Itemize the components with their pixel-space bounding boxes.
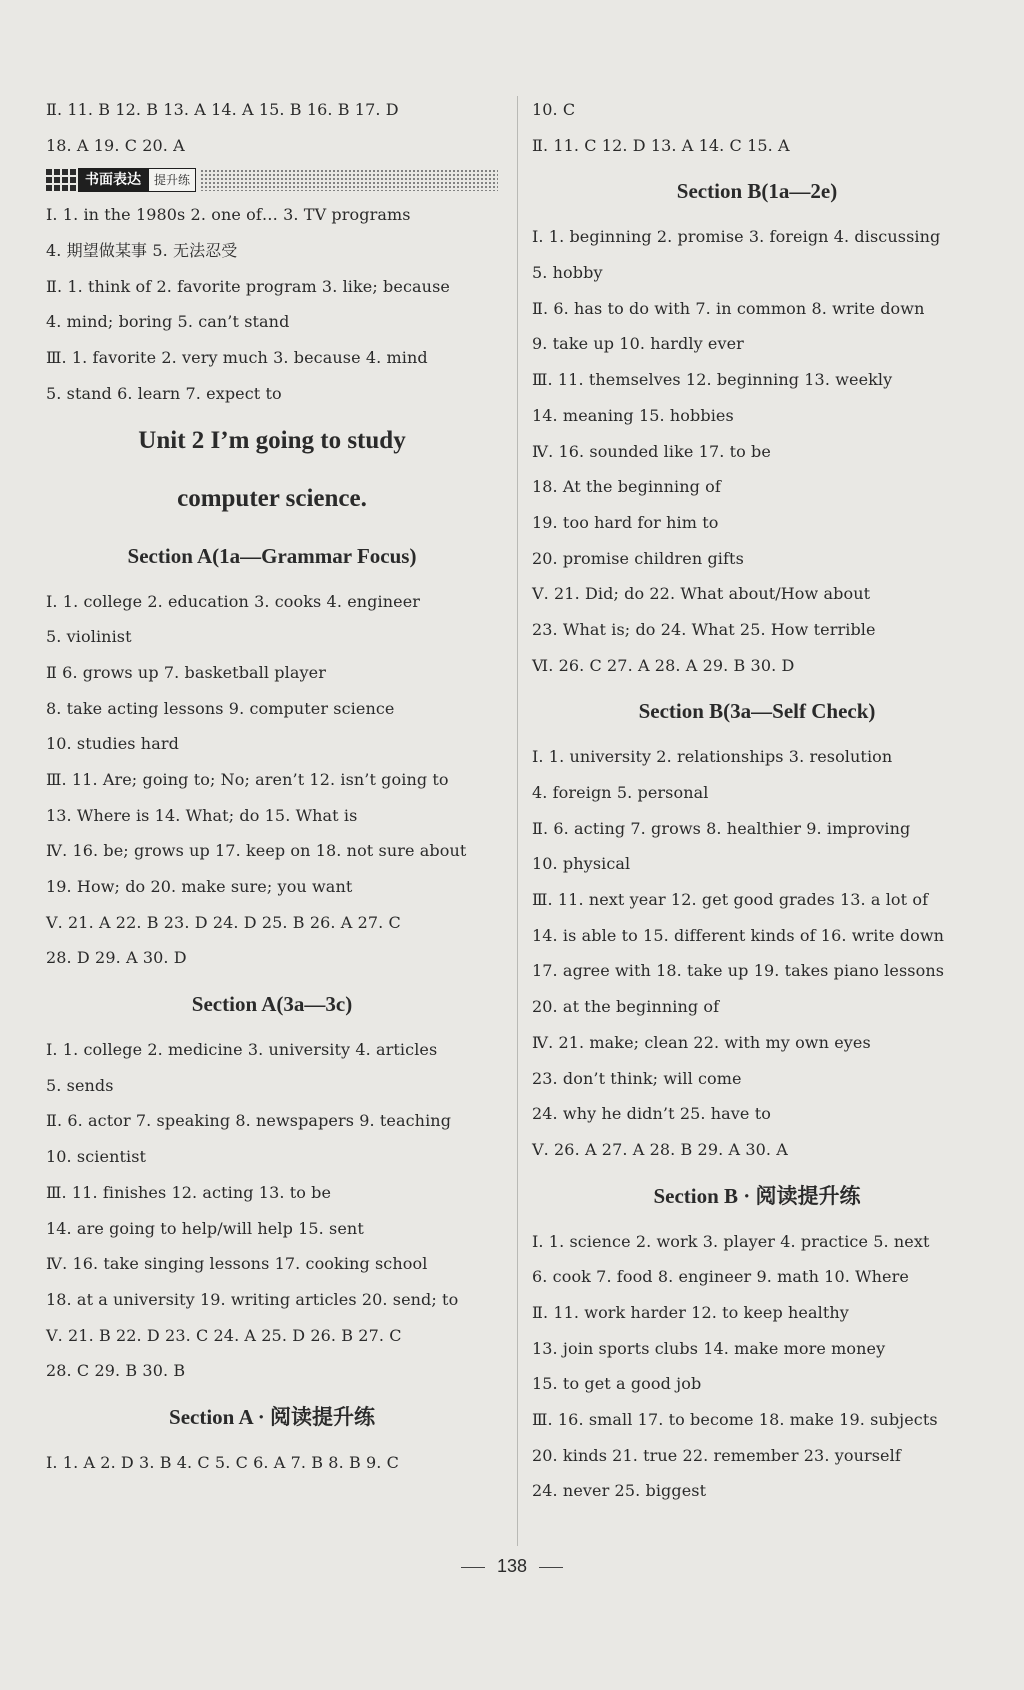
answer-line: 13. Where is 14. What; do 15. What is — [46, 805, 358, 825]
answer-line: 14. is able to 15. different kinds of 16. write down — [532, 925, 945, 945]
section-b-reading-answers — [532, 1224, 982, 1510]
answer-line: Ⅱ. 6. acting 7. grows 8. healthier 9. improving — [532, 818, 911, 838]
answer-line: 20. kinds 21. true 22. remember 23. yourself — [532, 1445, 901, 1465]
answer-line: 17. agree with 18. take up 19. takes piano lessons — [532, 961, 945, 981]
answer-line: Ⅰ. 1. college 2. medicine 3. university 4. articles — [46, 1040, 438, 1060]
section-a-3a-answers — [46, 1032, 498, 1389]
answer-line: 10. physical — [532, 854, 631, 874]
answer-line: 4. mind; boring 5. can’t stand — [46, 312, 290, 332]
writing-banner — [46, 163, 498, 197]
answer-line: Ⅰ. 1. college 2. education 3. cooks 4. engineer — [46, 591, 421, 611]
section-a-reading-title: Section A · 阅读提升练 — [169, 1404, 375, 1429]
right-column — [532, 92, 982, 1509]
answer-line: 10. scientist — [46, 1147, 147, 1167]
answer-line: Ⅴ. 21. B 22. D 23. C 24. A 25. D 26. B 27. C — [46, 1325, 402, 1345]
answer-line: Ⅱ. 11. B 12. B 13. A 14. A 15. B 16. B 17. D — [46, 100, 399, 119]
answer-line: 18. at a university 19. writing articles 20. send; to — [46, 1289, 459, 1309]
answer-line: 19. too hard for him to — [532, 512, 719, 532]
answer-line: Ⅰ. 1. beginning 2. promise 3. foreign 4. discussing — [532, 227, 941, 247]
section-a-grammar-answers — [46, 584, 498, 977]
answer-line: 14. meaning 15. hobbies — [532, 405, 734, 425]
answer-line: Ⅱ. 1. think of 2. favorite program 3. like; because — [46, 276, 450, 296]
answer-line: Ⅲ. 16. small 17. to become 18. make 19. subjects — [532, 1410, 938, 1429]
answer-line: Ⅲ. 11. Are; going to; No; aren’t 12. isn’t going to — [46, 769, 449, 789]
answer-line: Ⅰ. 1. A 2. D 3. B 4. C 5. C 6. A 7. B 8. B 9. C — [46, 1452, 399, 1472]
answer-line: Ⅰ. 1. science 2. work 3. player 4. practice 5. next — [532, 1231, 930, 1251]
section-b-reading-title: Section B · 阅读提升练 — [653, 1183, 861, 1208]
answer-line: 10. C — [532, 100, 576, 119]
left-column — [46, 92, 498, 1481]
answer-line: Ⅴ. 26. A 27. A 28. B 29. A 30. A — [532, 1139, 788, 1159]
answer-line: Ⅱ. 6. has to do with 7. in common 8. write down — [532, 298, 925, 318]
answer-line: Ⅱ. 6. actor 7. speaking 8. newspapers 9. teaching — [46, 1111, 452, 1131]
answer-line: 5. sends — [46, 1075, 114, 1095]
answer-line: Ⅳ. 16. take singing lessons 17. cooking school — [46, 1254, 428, 1274]
answer-line: 5. violinist — [46, 627, 132, 647]
unit-title-line-2: computer science. — [177, 484, 367, 512]
banner-subtitle: 提升练 — [148, 168, 196, 192]
answer-line: Ⅴ. 21. A 22. B 23. D 24. D 25. B 26. A 27. C — [46, 912, 401, 932]
answer-line: 9. take up 10. hardly ever — [532, 334, 744, 354]
answer-line: 18. A 19. C 20. A — [46, 135, 185, 155]
section-b-1a-title: Section B(1a—2e) — [676, 179, 838, 204]
answer-line: Ⅲ. 11. themselves 12. beginning 13. weekly — [532, 370, 893, 390]
answer-line: 28. D 29. A 30. D — [46, 948, 187, 968]
answer-line: 5. stand 6. learn 7. expect to — [46, 383, 282, 403]
answer-line: 23. What is; do 24. What 25. How terrible — [532, 619, 876, 639]
answer-line: 20. promise children gifts — [532, 548, 744, 568]
section-b-self-check-title: Section B(3a—Self Check) — [638, 699, 876, 724]
answer-line: 28. C 29. B 30. B — [46, 1361, 186, 1381]
answer-line: 4. foreign 5. personal — [532, 783, 709, 802]
section-b-1a-answers — [532, 219, 982, 683]
answer-line: Ⅲ. 1. favorite 2. very much 3. because 4. mind — [46, 348, 428, 368]
answer-line: Ⅲ. 11. finishes 12. acting 13. to be — [46, 1182, 332, 1202]
answer-line: Ⅲ. 11. next year 12. get good grades 13. a lot of — [532, 890, 929, 910]
answer-line: 24. never 25. biggest — [532, 1481, 707, 1501]
answer-line: 20. at the beginning of — [532, 997, 720, 1017]
answer-line: 24. why he didn’t 25. have to — [532, 1104, 771, 1124]
answer-line: 5. hobby — [532, 263, 603, 283]
unit-title-line-1: Unit 2 I’m going to study — [138, 426, 406, 454]
grid-icon — [46, 169, 76, 191]
section-a-3a-title: Section A(3a—3c) — [191, 992, 353, 1017]
answer-line: Ⅱ 6. grows up 7. basketball player — [46, 662, 326, 682]
banner-title: 书面表达 — [78, 168, 148, 192]
answer-line: 15. to get a good job — [532, 1374, 702, 1394]
answer-line: 13. join sports clubs 14. make more money — [532, 1338, 886, 1358]
banner-dot-pattern — [200, 169, 498, 191]
page-number-text: 138 — [496, 1556, 528, 1576]
answer-line: 18. At the beginning of — [532, 477, 721, 497]
answer-line: 8. take acting lessons 9. computer science — [46, 698, 395, 718]
answer-line: Ⅰ. 1. in the 1980s 2. one of… 3. TV programs — [46, 205, 411, 225]
answer-line: 23. don’t think; will come — [532, 1068, 742, 1088]
section-a-reading-answers — [46, 1445, 498, 1481]
answer-line: Ⅳ. 16. be; grows up 17. keep on 18. not sure about — [46, 841, 467, 861]
section-a-grammar-title: Section A(1a—Grammar Focus) — [127, 543, 417, 568]
answer-line: 19. How; do 20. make sure; you want — [46, 877, 353, 896]
answer-line: Ⅴ. 21. Did; do 22. What about/How about — [532, 584, 871, 604]
column-divider — [517, 96, 518, 1546]
section-b-self-check-answers — [532, 739, 982, 1167]
answer-line: 14. are going to help/will help 15. sent — [46, 1218, 364, 1238]
answer-line: 4. 期望做某事 5. 无法忍受 — [46, 241, 238, 261]
answer-line: 6. cook 7. food 8. engineer 9. math 10. Where — [532, 1267, 909, 1287]
page-number — [0, 1556, 1024, 1577]
section-a-reading-continued — [532, 92, 982, 163]
answer-line: Ⅱ. 11. work harder 12. to keep healthy — [532, 1302, 849, 1322]
answer-line: Ⅱ. 11. C 12. D 13. A 14. C 15. A — [532, 135, 790, 155]
answer-line: Ⅰ. 1. university 2. relationships 3. resolution — [532, 747, 893, 767]
answer-line: Ⅵ. 26. C 27. A 28. A 29. B 30. D — [532, 655, 795, 675]
writing-answers — [46, 197, 498, 411]
unit1-continued-answers — [46, 92, 498, 163]
answer-line: 10. studies hard — [46, 734, 179, 754]
answer-line: Ⅳ. 21. make; clean 22. with my own eyes — [532, 1032, 871, 1052]
answer-line: Ⅳ. 16. sounded like 17. to be — [532, 441, 771, 461]
